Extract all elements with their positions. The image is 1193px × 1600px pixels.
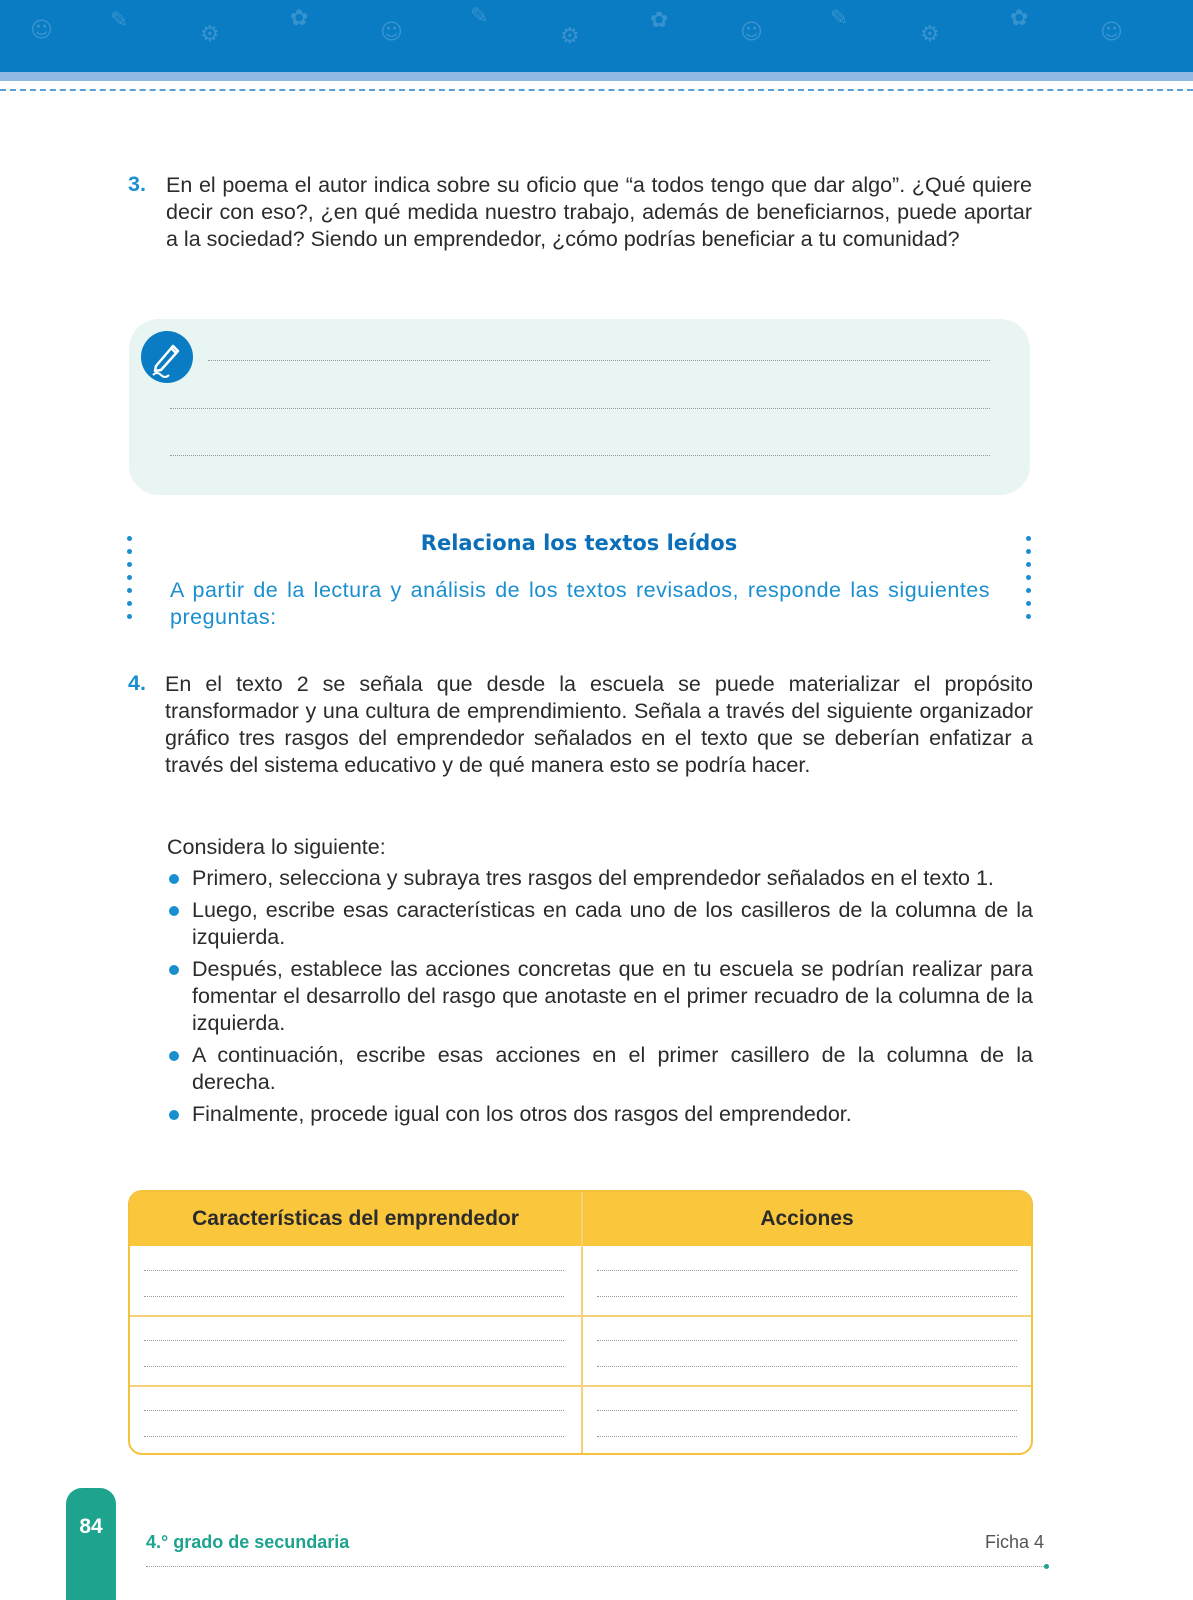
answer-line[interactable] — [170, 455, 990, 456]
footer-line — [146, 1566, 1044, 1567]
table-cell-line[interactable] — [597, 1410, 1017, 1411]
header-characteristics: Características del emprendedor — [192, 1207, 519, 1230]
doodle-icon: ⚙ — [200, 22, 220, 47]
doodle-icon: ☺ — [1100, 20, 1123, 45]
table-cell-line[interactable] — [144, 1436, 564, 1437]
question-4-number: 4. — [128, 671, 146, 695]
doodle-icon: ✎ — [830, 6, 849, 31]
question-3-number: 3. — [128, 172, 146, 196]
answer-line[interactable] — [208, 360, 990, 361]
table-cell-line[interactable] — [597, 1340, 1017, 1341]
answer-box[interactable] — [129, 319, 1030, 495]
bullet-icon — [169, 1051, 179, 1061]
doodle-icon: ✎ — [110, 8, 129, 33]
bullet-icon — [169, 906, 179, 916]
consider-intro: Considera lo siguiente: — [167, 835, 386, 859]
page-number: 84 — [79, 1515, 103, 1538]
doodle-icon: ✿ — [1010, 6, 1029, 31]
ficha-label: Ficha 4 — [984, 1532, 1044, 1552]
instruction-list — [167, 865, 1033, 1133]
table-cell-line[interactable] — [144, 1296, 564, 1297]
column-divider — [581, 1192, 583, 1453]
doodle-icon: ✿ — [290, 6, 309, 31]
table-cell-line[interactable] — [144, 1270, 564, 1271]
doodle-icon: ⚙ — [560, 24, 580, 49]
row-divider — [130, 1315, 1031, 1317]
doodle-icon: ✿ — [650, 8, 669, 33]
grade-label: 4.° grado de secundaria — [146, 1532, 350, 1552]
doodle-icon: ☺ — [740, 20, 763, 45]
header-banner — [0, 0, 1193, 72]
table-cell-line[interactable] — [597, 1270, 1017, 1271]
question-3-text: En el poema el autor indica sobre su oficio que “a todos tengo que dar algo”. ¿Qué quiere decir con eso?, ¿en qué medida nuestro trabajo, además de beneficiarnos, puede aportar a la sociedad? Siendo un emprendedor, ¿cómo podrías beneficiar a tu comunidad? — [166, 173, 1032, 251]
row-divider — [130, 1385, 1031, 1387]
bullet-icon — [169, 1110, 179, 1120]
section-title: Relaciona los textos leídos — [420, 531, 738, 555]
footer-dot — [1044, 1564, 1049, 1569]
list-item: A continuación, escribe esas acciones en el primer casillero de la columna de la derecha. — [167, 1042, 1033, 1096]
doodle-icon: ☺ — [30, 18, 53, 43]
page-tab — [66, 1488, 116, 1600]
organizer-table — [128, 1190, 1033, 1455]
table-cell-line[interactable] — [144, 1366, 564, 1367]
table-cell-line[interactable] — [597, 1366, 1017, 1367]
doodle-icon: ✎ — [470, 4, 489, 29]
list-item: Luego, escribe esas características en cada uno de los casilleros de la columna de la izquierda. — [167, 897, 1033, 951]
table-cell-line[interactable] — [597, 1296, 1017, 1297]
doodle-icon: ⚙ — [920, 22, 940, 47]
table-cell-line[interactable] — [144, 1410, 564, 1411]
question-4-text: En el texto 2 se señala que desde la escuela se puede materializar el propósito transformador y una cultura de emprendimiento. Señala a través del siguiente organizador gráfico tres rasgos del emprendedor señalados en el texto que se deberían enfatizar a través del sistema educativo y de qué manera esto se podría hacer. — [165, 672, 1033, 777]
list-item: Finalmente, procede igual con los otros dos rasgos del emprendedor. — [167, 1101, 1033, 1128]
section-instructions: A partir de la lectura y análisis de los textos revisados, responde las siguientes preguntas: — [170, 578, 990, 629]
header-dashed-line — [0, 89, 1193, 91]
table-cell-line[interactable] — [597, 1436, 1017, 1437]
list-item: Después, establece las acciones concretas que en tu escuela se podrían realizar para fomentar el desarrollo del rasgo que anotaste en el primer recuadro de la columna de la izquierda. — [167, 956, 1033, 1037]
answer-line[interactable] — [170, 408, 990, 409]
bullet-icon — [169, 874, 179, 884]
pencil-icon — [141, 331, 193, 383]
table-cell-line[interactable] — [144, 1340, 564, 1341]
doodle-icon: ☺ — [380, 20, 403, 45]
bullet-icon — [169, 965, 179, 975]
header-strip — [0, 72, 1193, 81]
list-item: Primero, selecciona y subraya tres rasgos del emprendedor señalados en el texto 1. — [167, 865, 1033, 892]
header-actions: Acciones — [760, 1207, 854, 1230]
